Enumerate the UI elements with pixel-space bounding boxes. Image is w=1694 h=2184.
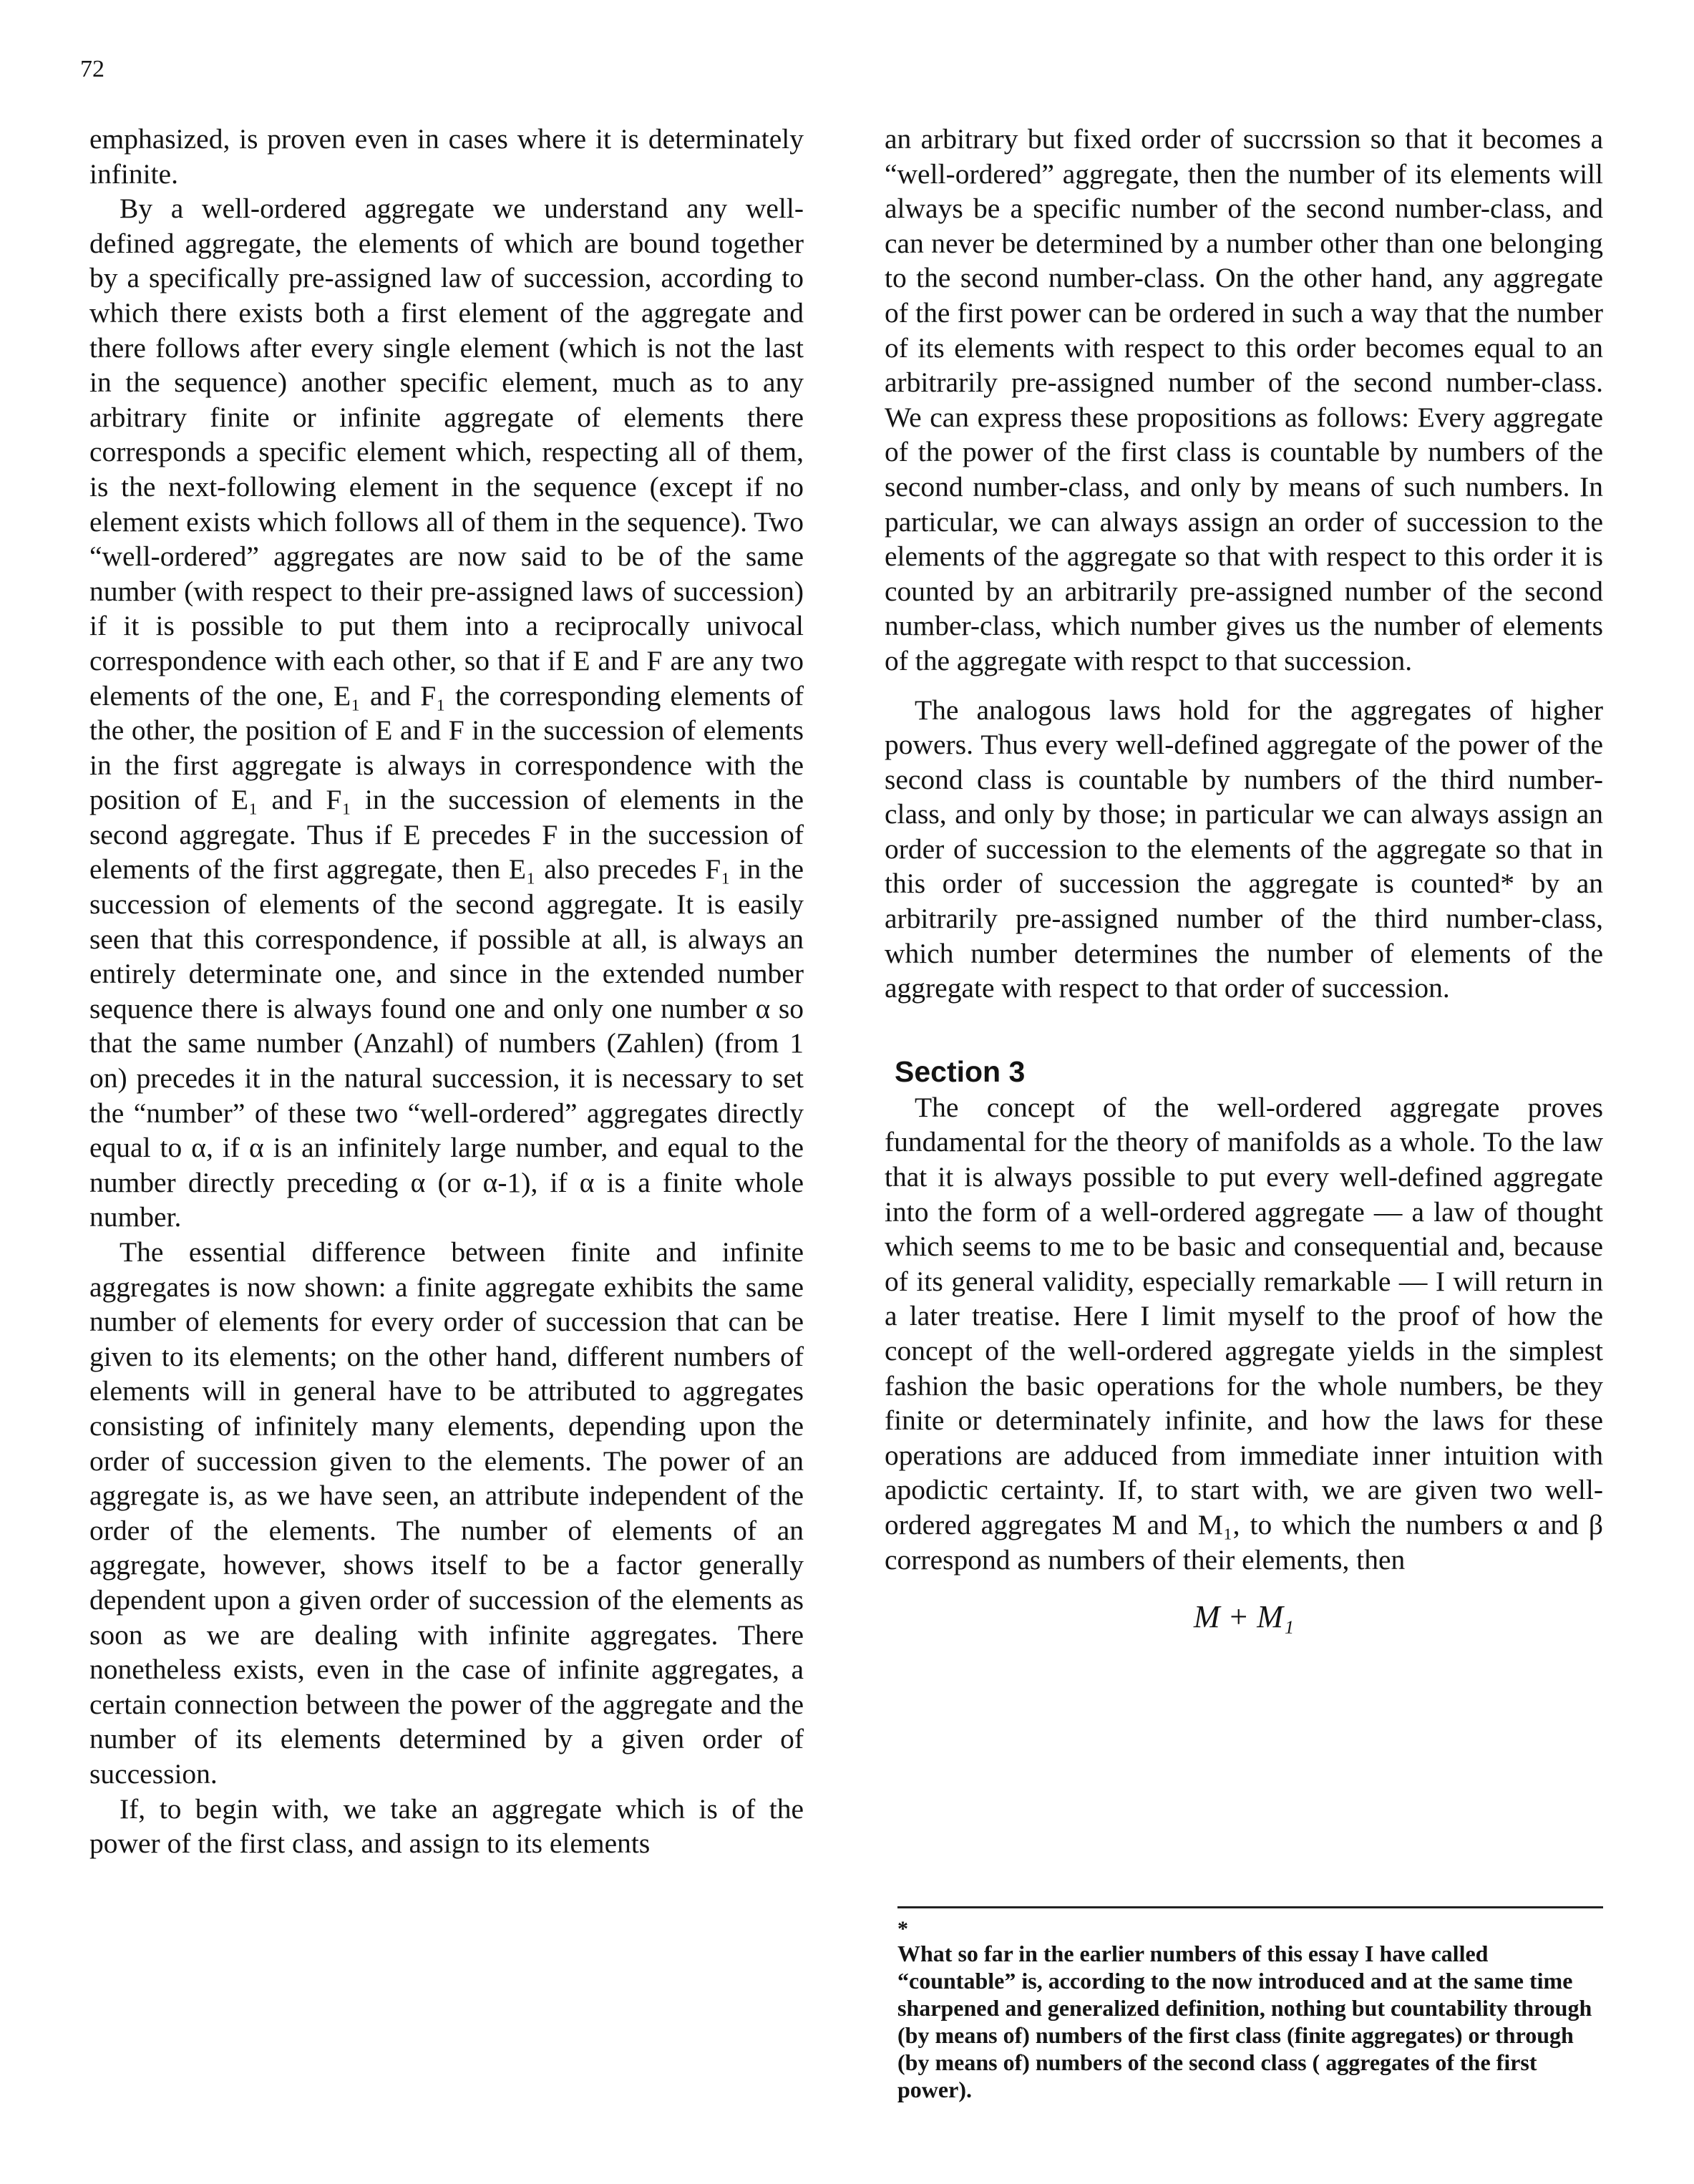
paragraph: The analogous laws hold for the aggregates of higher powers. Thus every well-defined aggregate of the power of the second class is countable by numbers of the third number-class, and only by those; in particular we can always assign an order of succession to the elements of the aggregate so that in this order of succession the aggregate is counted* by an arbitrarily pre-assigned number of the third number-class, which number determines the number of elements of the aggregate with respect to that order of succession. <box>885 694 1603 1004</box>
paragraph: By a well-ordered aggregate we understand any well-defined aggregate, the elements of which are bound together by a specifically pre-assigned law of succession, according to which there exists both a first element of the aggregate and there follows after every single element (which is not the last in the sequence) another specific element, much as to any arbitrary finite or infinite aggregate of elements there corresponds a specific element which, respecting all of them, is the next-following element in the sequence (except if no element exists which follows all of them in the sequence). Two “well-ordered” aggregates are now said to be of the same number (with respect to their pre-assigned laws of succession) if it is possible to put them into a reciprocally univocal correspondence with each other, so that if E and F are any two elements of the one, E₁ and F₁ the corresponding elements of the other, the position of E and F in the succession of elements in the first aggregate is always in correspondence with the position of E₁ and F₁ in the succession of elements in the second aggregate. Thus if E precedes F in the succession of elements of the first aggregate, then E₁ also precedes F₁ in the succession of elements of the second aggregate. It is easily seen that this correspondence, if possible at all, is always an entirely determinate one, and since in the extended number sequence there is always found one and only one number α so that the same number (Anzahl) of numbers (Zahlen) (from 1 on) precedes it in the natural succession, it is necessary to set the “number” of these two “well-ordered” aggregates directly equal to α, if α is an infinitely large number, and equal to the number directly preceding α (or α-1), if α is a finite whole number. <box>89 193 804 1233</box>
paragraph: If, to begin with, we take an aggregate which is of the power of the first class, and assign to its elements <box>89 1792 804 1860</box>
paragraph: The essential difference between finite and infinite aggregates is now shown: a finite aggregate exhibits the same number of elements for every order of succession that can be given to its elements; on the other hand, different numbers of elements will in general have to be attributed to aggregates consisting of infinitely many elements, depending upon the order of succession given to the elements. The power of an aggregate is, as we have seen, an attribute independent of the order of the elements. The number of elements of an aggregate, however, shows itself to be a factor generally dependent upon a given order of succession of the elements as soon as we are dealing with infinite aggregates. There nonetheless exists, even in the case of infinite aggregates, a certain connection between the power of the aggregate and the number of its elements determined by a given order of succession. <box>89 1236 804 1790</box>
footnote <box>897 1918 1610 2103</box>
section-heading: Section 3 <box>895 1054 1026 1088</box>
formula: M + M₁ <box>1193 1599 1295 1635</box>
right-column <box>885 122 1603 1637</box>
footnote-text: What so far in the earlier numbers of this essay I have called “countable” is, according to the now introduced and at the same time sharpened and generalized definition, nothing but countability through (by means of) numbers of the first class (finite aggregates) or through (by means of) numbers of the second class ( aggregates of the first power). <box>897 1941 1592 2102</box>
footnote-mark: * <box>897 1917 908 1941</box>
left-column <box>89 122 804 1861</box>
paragraph: emphasized, is proven even in cases where it is determinately infinite. <box>89 123 804 190</box>
page-number: 72 <box>80 56 104 82</box>
paragraph: an arbitrary but fixed order of succrssion so that it becomes a “well-ordered” aggregate, then the number of its elements will always be a specific number of the second number-class, and can never be determined by a number other than one belonging to the second number-class. On the other hand, any aggregate of the first power can be ordered in such a way that the number of its elements with respect to this order becomes equal to an arbitrarily pre-assigned number of the second number-class. We can express these propositions as follows: Every aggregate of the power of the first class is countable by numbers of the second number-class, and only by means of such numbers. In particular, we can always assign an order of succession to the elements of the aggregate so that with respect to this order it is counted by an arbitrarily pre-assigned number of the second number-class, which number gives us the number of elements of the aggregate with respct to that succession. <box>885 123 1603 676</box>
section-paragraph: The concept of the well-ordered aggregate proves fundamental for the theory of manifolds as a whole. To the law that it is always possible to put every well-defined aggregate into the form of a well-ordered aggregate — a law of thought which seems to me to be basic and consequential and, because of its general validity, especially remarkable — I will return in a later treatise. Here I limit myself to the proof of how the concept of the well-ordered aggregate yields in the simplest fashion the basic operations for the whole numbers, be they finite or determinately infinite, and how the laws for these operations are adduced from immediate inner intuition with apodictic certainty. If, to start with, we are given two well-ordered aggregates M and M₁, to which the numbers α and β correspond as numbers of their elements, then <box>885 1091 1603 1576</box>
footnote-divider <box>897 1906 1603 1908</box>
